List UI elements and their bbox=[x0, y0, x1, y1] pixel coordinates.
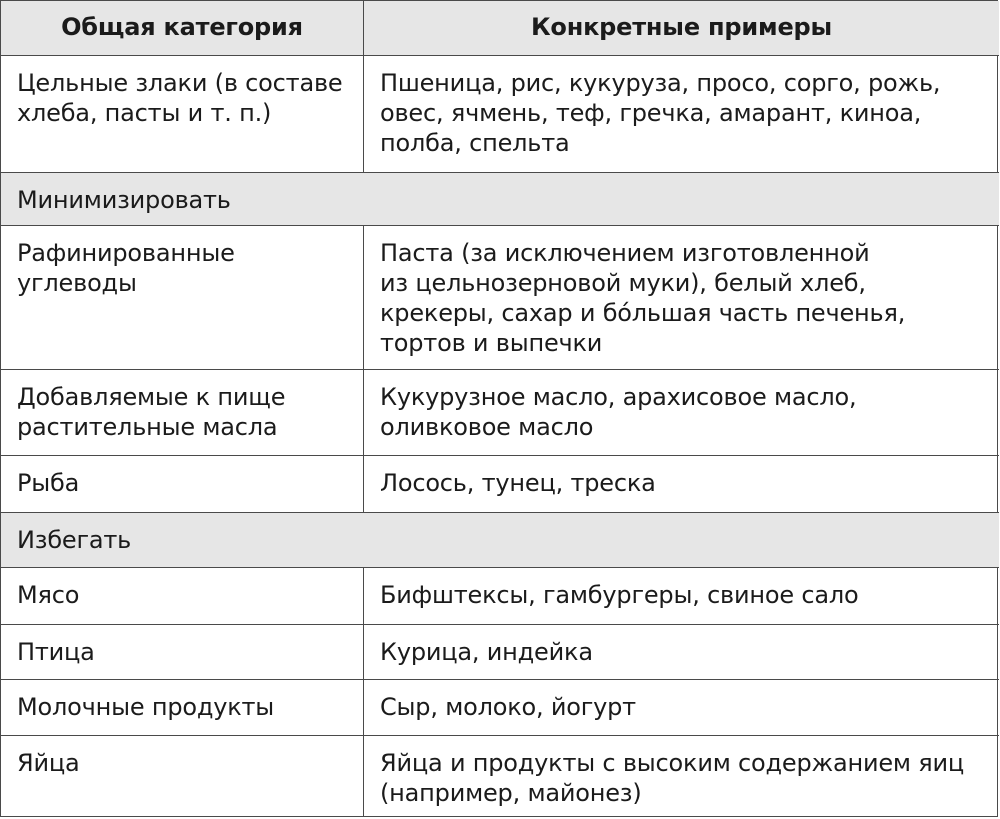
category-text: Рыба bbox=[17, 469, 80, 497]
examples-cell bbox=[364, 680, 999, 735]
table-row bbox=[1, 568, 999, 625]
section-label: Избегать bbox=[17, 526, 132, 554]
category-cell bbox=[1, 456, 364, 512]
table-row bbox=[1, 56, 999, 173]
category-text: Рафинированные углеводы bbox=[17, 239, 235, 297]
category-cell bbox=[1, 625, 364, 679]
examples-text: Бифштексы, гамбургеры, свиное сало bbox=[380, 581, 859, 609]
table-row bbox=[1, 736, 999, 816]
table-row bbox=[1, 226, 999, 370]
category-cell bbox=[1, 736, 364, 816]
examples-cell bbox=[364, 736, 999, 816]
header-cell-category bbox=[1, 1, 364, 55]
category-text: Молочные продукты bbox=[17, 693, 275, 721]
examples-text: Паста (за исключением изготовленной из цельнозерновой муки), белый хлеб, крекеры, сахар и бóльшая часть печенья, тортов и выпечки bbox=[380, 239, 906, 357]
table-row bbox=[1, 456, 999, 513]
category-text: Цельные злаки (в составе хлеба, пасты и т. п.) bbox=[17, 69, 343, 127]
table-header-row bbox=[1, 1, 999, 56]
examples-text: Сыр, молоко, йогурт bbox=[380, 693, 636, 721]
category-cell bbox=[1, 56, 364, 172]
examples-cell bbox=[364, 456, 999, 512]
examples-text: Кукурузное масло, арахисовое масло, оливковое масло bbox=[380, 383, 857, 441]
header-cell-examples bbox=[364, 1, 999, 55]
examples-cell bbox=[364, 56, 999, 172]
header-examples-text: Конкретные примеры bbox=[530, 13, 833, 41]
category-text: Добавляемые к пище растительные масла bbox=[17, 383, 286, 441]
category-text: Яйца bbox=[17, 749, 80, 777]
category-cell bbox=[1, 226, 364, 369]
examples-cell bbox=[364, 568, 999, 624]
examples-text: Курица, индейка bbox=[380, 638, 593, 666]
section-row bbox=[1, 173, 999, 226]
category-text: Мясо bbox=[17, 581, 80, 609]
table-row bbox=[1, 370, 999, 456]
category-cell bbox=[1, 370, 364, 455]
examples-cell bbox=[364, 370, 999, 455]
table-row bbox=[1, 625, 999, 680]
category-cell bbox=[1, 568, 364, 624]
table-row bbox=[1, 680, 999, 736]
header-category-text: Общая категория bbox=[61, 13, 303, 41]
examples-text: Лосось, тунец, треска bbox=[380, 469, 656, 497]
category-text: Птица bbox=[17, 638, 95, 666]
section-label: Минимизировать bbox=[17, 186, 231, 214]
category-cell bbox=[1, 680, 364, 735]
examples-cell bbox=[364, 625, 999, 679]
examples-cell bbox=[364, 226, 999, 369]
examples-text: Пшеница, рис, кукуруза, просо, сорго, рожь, овес, ячмень, теф, гречка, амарант, киноа, полба, спельта bbox=[380, 69, 941, 157]
section-row bbox=[1, 513, 999, 568]
examples-text: Яйца и продукты с высоким содержанием яиц (например, майонез) bbox=[380, 749, 965, 807]
